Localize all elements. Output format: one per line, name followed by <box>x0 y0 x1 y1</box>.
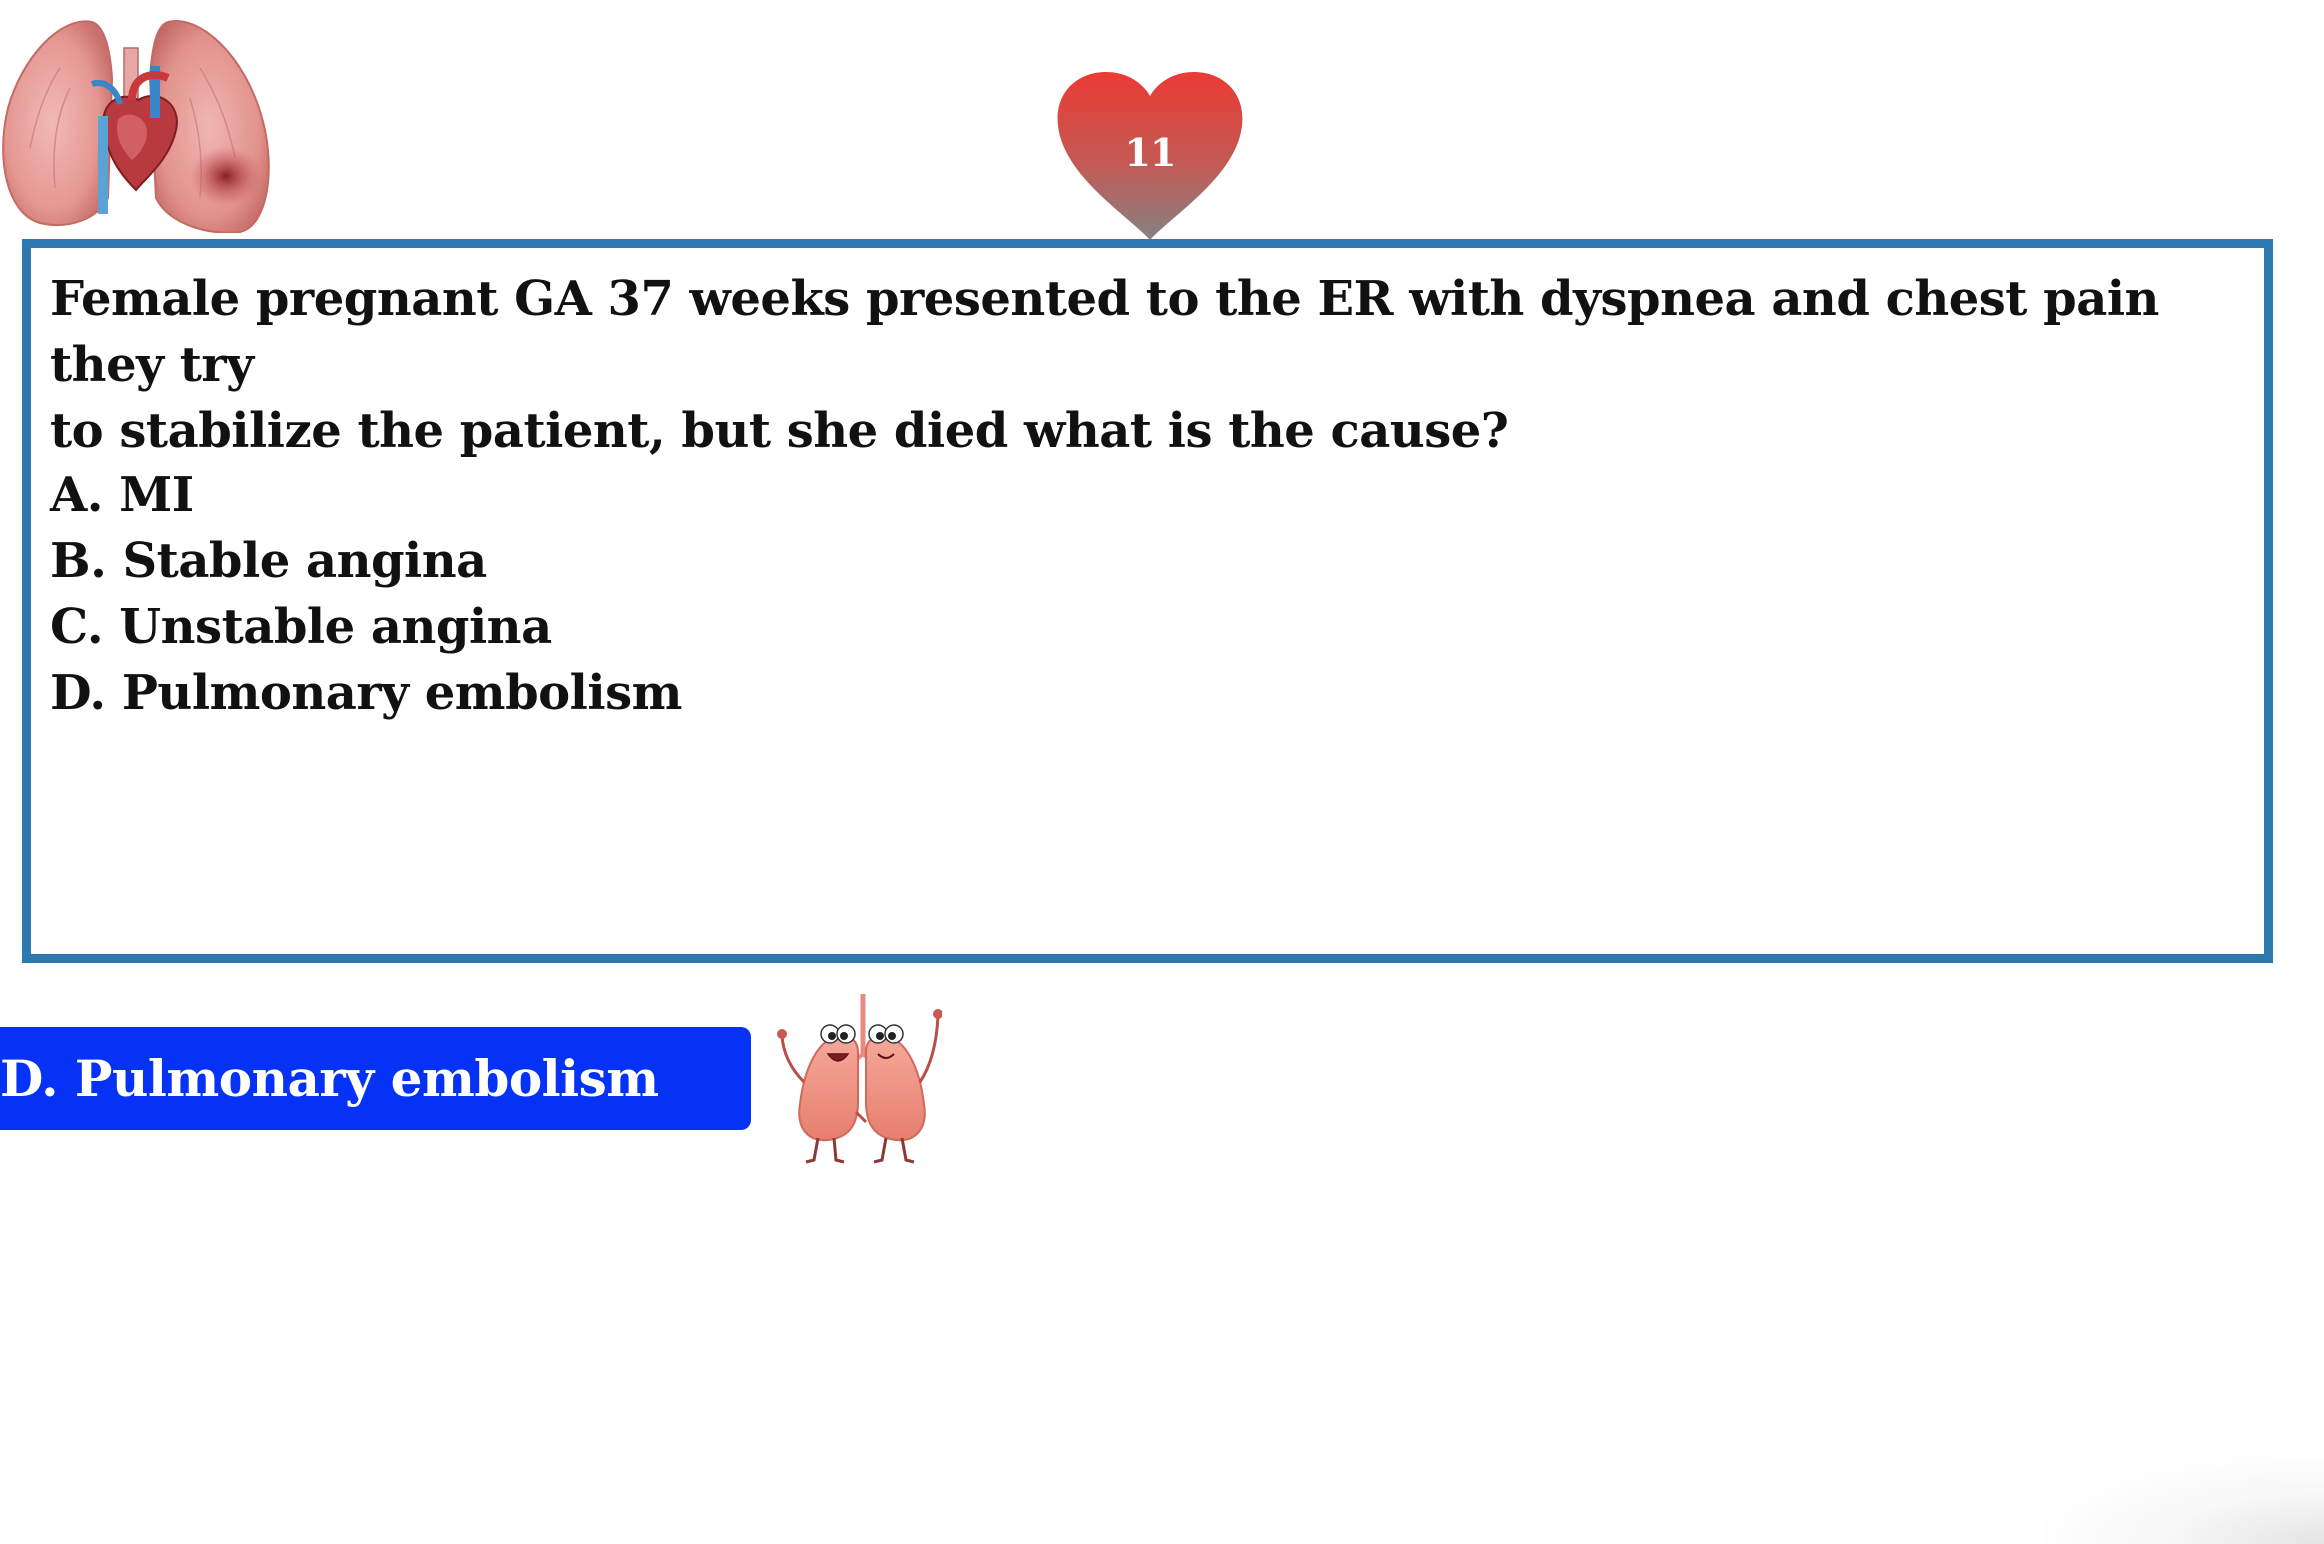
answer-banner[interactable]: D. Pulmonary embolism <box>0 1027 751 1130</box>
option-d: D. Pulmonary embolism <box>50 665 682 721</box>
lungs-mascot-icon <box>770 992 942 1164</box>
question-number: 11 <box>1124 130 1176 175</box>
corner-shadow <box>2044 1454 2324 1544</box>
option-b: B. Stable angina <box>50 533 487 589</box>
option-a: A. MI <box>50 467 194 523</box>
lungs-heart-illustration-icon <box>0 8 272 233</box>
question-line: Female pregnant GA 37 weeks presented to the ER with dyspnea and chest pain they try <box>50 271 2159 393</box>
question-line: to stabilize the patient, but she died what is the cause? <box>50 403 1509 459</box>
question-text <box>50 266 2250 464</box>
option-c: C. Unstable angina <box>50 599 552 655</box>
question-number-badge <box>1056 68 1244 240</box>
options-list <box>50 462 682 726</box>
question-box <box>22 239 2273 963</box>
